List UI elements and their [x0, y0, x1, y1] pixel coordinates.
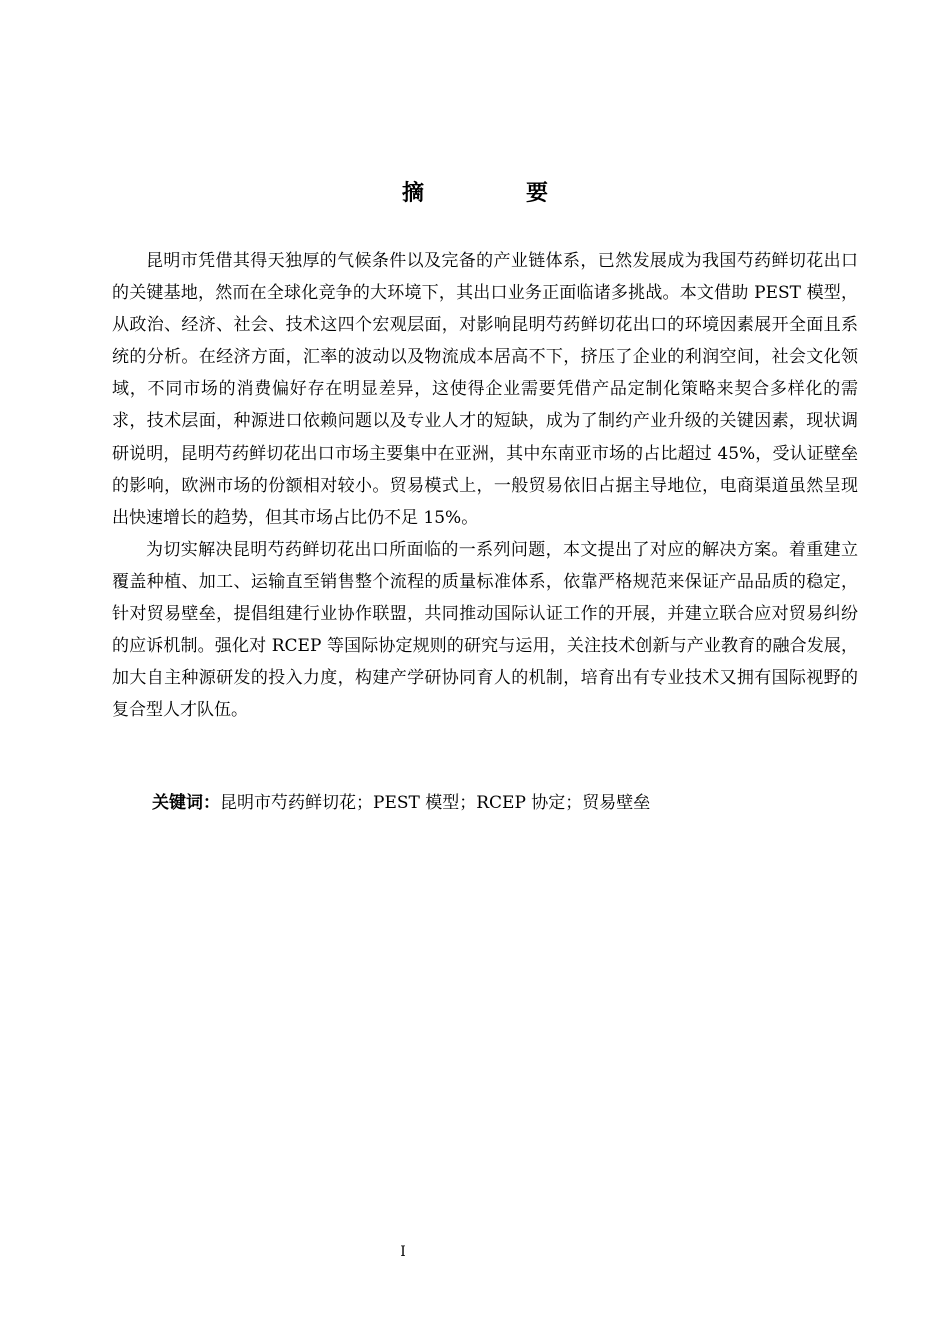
- keywords-label: 关键词：: [152, 793, 220, 813]
- page-number: I: [400, 1244, 406, 1260]
- abstract-paragraph-1: 昆明市凭借其得天独厚的气候条件以及完备的产业链体系，已然发展成为我国芍药鲜切花出口的关键基地，然而在全球化竞争的大环境下，其出口业务正面临诸多挑战。本文借助 PEST 模型，从政治、经济、社会、技术这四个宏观层面，对影响昆明芍药鲜切花出口的环境因素展开全面且系统的分析。在经济方面，汇率的波动以及物流成本居高不下，挤压了企业的利润空间，社会文化领域，不同市场的消费偏好存在明显差异，这使得企业需要凭借产品定制化策略来契合多样化的需求，技术层面，种源进口依赖问题以及专业人才的短缺，成为了制约产业升级的关键因素，现状调研说明，昆明芍药鲜切花出口市场主要集中在亚洲，其中东南亚市场的占比超过 45%，受认证壁垒的影响，欧洲市场的份额相对较小。贸易模式上，一般贸易依旧占据主导地位，电商渠道虽然呈现出快速增长的趋势，但其市场占比仍不足 15%。: [112, 251, 858, 528]
- abstract-body: [112, 245, 858, 726]
- page-title: 摘 要: [401, 181, 588, 206]
- abstract-paragraph-2: 为切实解决昆明芍药鲜切花出口所面临的一系列问题，本文提出了对应的解决方案。着重建立覆盖种植、加工、运输直至销售整个流程的质量标准体系，依靠严格规范来保证产品品质的稳定，针对贸易壁垒，提倡组建行业协作联盟，共同推动国际认证工作的开展，并建立联合应对贸易纠纷的应诉机制。强化对 RCEP 等国际协定规则的研究与运用，关注技术创新与产业教育的融合发展，加大自主种源研发的投入力度，构建产学研协同育人的机制，培育出有专业技术又拥有国际视野的复合型人才队伍。: [112, 539, 858, 721]
- keywords-text: 昆明市芍药鲜切花；PEST 模型；RCEP 协定；贸易壁垒: [220, 793, 651, 813]
- keywords-line: [152, 787, 852, 819]
